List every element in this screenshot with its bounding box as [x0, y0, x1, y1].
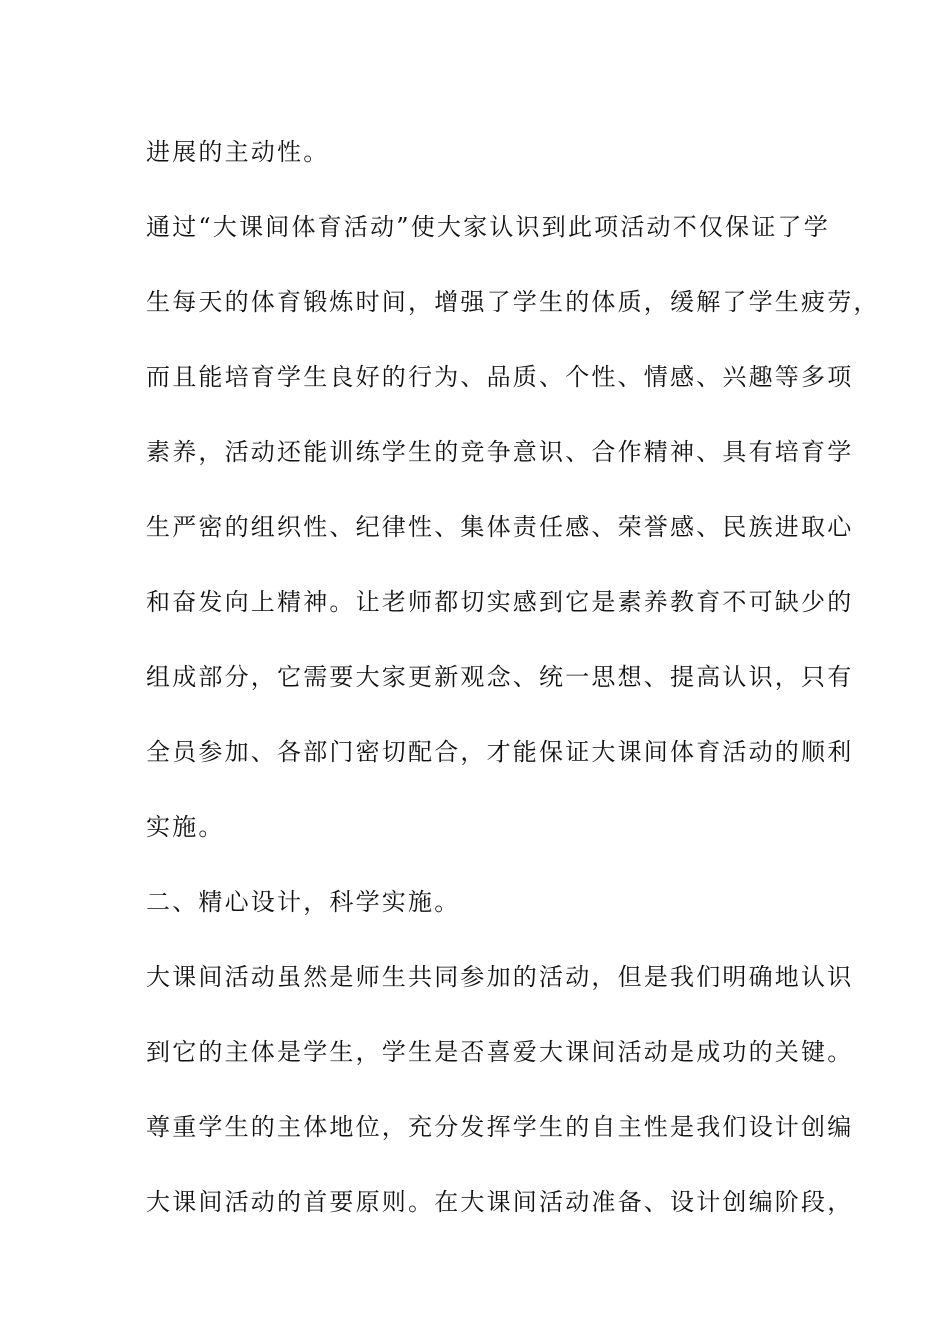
text-line: 和奋发向上精神。让老师都切实感到它是素养教育不可缺少的	[146, 588, 854, 616]
text-line: 进展的主动性。	[146, 138, 330, 166]
text-line: 到它的主体是学生，学生是否喜爱大课间活动是成功的关键。	[146, 1038, 854, 1066]
text-line: 实施。	[146, 813, 225, 841]
text-line: 尊重学生的主体地位，充分发挥学生的自主性是我们设计创编	[146, 1113, 854, 1141]
text-line: 全员参加、各部门密切配合，才能保证大课间体育活动的顺利	[146, 738, 854, 766]
text-line: 素养，活动还能训练学生的竞争意识、合作精神、具有培育学	[146, 438, 854, 466]
text-line: 大课间活动的首要原则。在大课间活动准备、设计创编阶段，	[146, 1188, 854, 1216]
text-line: 生每天的体育锻炼时间，增强了学生的体质，缓解了学生疲劳，	[146, 288, 880, 316]
text-line: 大课间活动虽然是师生共同参加的活动，但是我们明确地认识	[146, 963, 854, 991]
text-line: 组成部分，它需要大家更新观念、统一思想、提高认识，只有	[146, 663, 854, 691]
text-line: 生严密的组织性、纪律性、集体责任感、荣誉感、民族进取心	[146, 513, 854, 541]
text-line: 通过“大课间体育活动”使大家认识到此项活动不仅保证了学	[146, 213, 830, 241]
text-line: 而且能培育学生良好的行为、品质、个性、情感、兴趣等多项	[146, 363, 854, 391]
section-heading: 二、精心设计，科学实施。	[146, 888, 461, 916]
